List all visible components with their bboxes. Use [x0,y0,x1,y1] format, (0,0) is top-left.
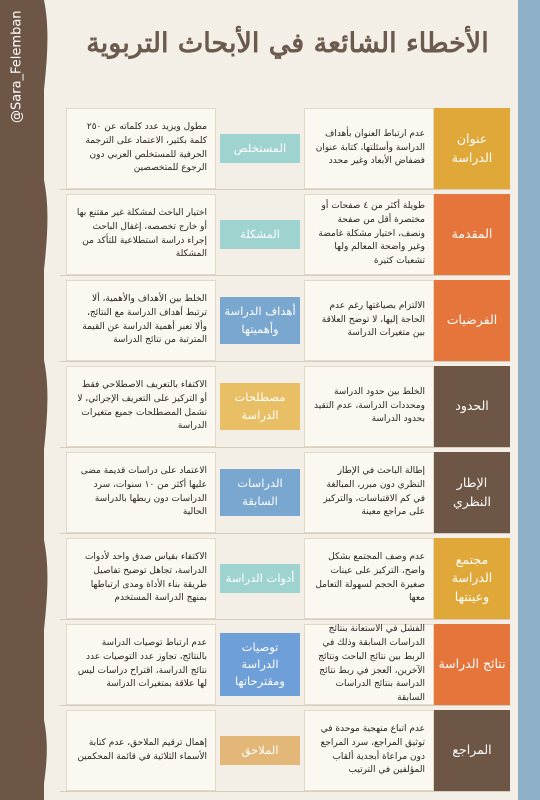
section-error-text: مطول ويزيد عدد كلماته عن ٢٥٠ كلمة بكثير، الاعتماد على الترجمة الحرفية للمستخلص العربي دون الرجوع للمتخصصين [66,108,216,189]
section-chip: مصطلحات الدراسة [220,383,300,430]
row-section-cell [216,452,304,533]
table-row [60,366,510,448]
row-error-text: عدم وصف المجتمع بشكل واضح، التركيز على عينات صغيرة الحجم لسهولة التعامل معها [304,538,434,619]
table-row [60,108,510,190]
table-row [60,194,510,276]
section-chip: المستخلص [220,134,300,163]
section-error-text: الخلط بين الأهداف والأهمية، ألا ترتبط أهداف الدراسة مع النتائج، وألا تعبر أهمية الدراسة عن القيمة المترتبة من نتائج الدراسة [66,280,216,361]
section-error-text: إهمال ترقيم الملاحق، عدم كتابة الأسماء الثلاثية في قائمة المحكمين [66,710,216,791]
table-row [60,624,510,706]
table-row [60,710,510,792]
row-section-cell [216,624,304,705]
row-label: الإطار النظري [434,452,510,533]
row-label: نتائج الدراسة [434,624,510,705]
row-label: الحدود [434,366,510,447]
right-decorative-band [518,0,540,800]
row-label: المقدمة [434,194,510,275]
row-section-cell [216,194,304,275]
wavy-edge-decoration [30,0,56,800]
row-section-cell [216,108,304,189]
section-chip: توصيات الدراسة ومقترحاتها [220,633,300,697]
section-error-text: اختيار الباحث لمشكلة غير مقتنع بها أو خارج تخصصه، إغفال الباحث إجراء دراسة استطلاعية للتأكد من المشكلة [66,194,216,275]
section-chip: أدوات الدراسة [220,564,300,593]
section-chip: المشكلة [220,220,300,249]
section-chip: الملاحق [220,736,300,765]
row-error-text: عدم اتباع منهجية موحدة في توثيق المراجع، سرد المراجع دون مراعاة أبجدية ألقاب المؤلفين في الترتيب [304,710,434,791]
row-error-text: الخلط بين حدود الدراسة ومحددات الدراسة، عدم التقيد بحدود الدراسة [304,366,434,447]
watermark: @Sara_Felemban [9,10,25,123]
row-section-cell [216,280,304,361]
row-error-text: الفشل في الاستعانة بنتائج الدراسات السابقة وذلك في الربط بين نتائج الباحث ونتائج الآخرين، العجز في ربط نتائج الدراسة بنتائج الدراسات السابقة [304,624,434,705]
section-chip: أهداف الدراسة وأهميتها [220,297,300,344]
section-error-text: الاكتفاء بقياس صدق واحد لأدوات الدراسة، تجاهل توضيح تفاصيل طريقة بناء الأداة ومدى ارتباطها بمنهج الدراسة المستخدم [66,538,216,619]
row-label: الفرضيات [434,280,510,361]
section-error-text: الاعتماد على دراسات قديمة مضى عليها أكثر من ١٠ سنوات، سرد الدراسات دون ربطها بالدراسة الحالية [66,452,216,533]
table-row [60,452,510,534]
row-label: مجتمع الدراسة وعينتها [434,538,510,619]
row-label: المراجع [434,710,510,791]
errors-table [60,108,510,796]
section-error-text: عدم ارتباط توصيات الدراسة بالنتائج، تجاوز عدد التوصيات عدد نتائج الدراسة، اقتراح دراسات ليس لها علاقة بمتغيرات الدراسة [66,624,216,705]
row-section-cell [216,538,304,619]
row-error-text: إطالة الباحث في الإطار النظري دون مبرر، المبالغة في كم الاقتباسات، والتركيز على مراجع معينة [304,452,434,533]
row-error-text: عدم ارتباط العنوان بأهداف الدراسة وأسئلتها، كتابة عنوان فضفاض الأبعاد وغير محدد [304,108,434,189]
section-error-text: الاكتفاء بالتعريف الاصطلاحي فقط أو التركيز على التعريف الإجرائي، لا تشمل المصطلحات جميع متغيرات الدراسة [66,366,216,447]
table-row [60,538,510,620]
section-chip: الدراسات السابقة [220,469,300,516]
row-section-cell [216,710,304,791]
table-row [60,280,510,362]
row-error-text: طويلة أكثر من ٤ صفحات أو مختصرة أقل من صفحة ونصف، اختيار مشكلة غامضة وغير واضحة المعالم ولها تشعبات كثيرة [304,194,434,275]
row-error-text: الالتزام بصياغتها رغم عدم الحاجة إليها، لا توضح العلاقة بين متغيرات الدراسة [304,280,434,361]
row-section-cell [216,366,304,447]
left-decorative-band [0,0,44,800]
row-label: عنوان الدراسة [434,108,510,189]
page-title: الأخطاء الشائعة في الأبحاث التربوية [86,28,489,59]
